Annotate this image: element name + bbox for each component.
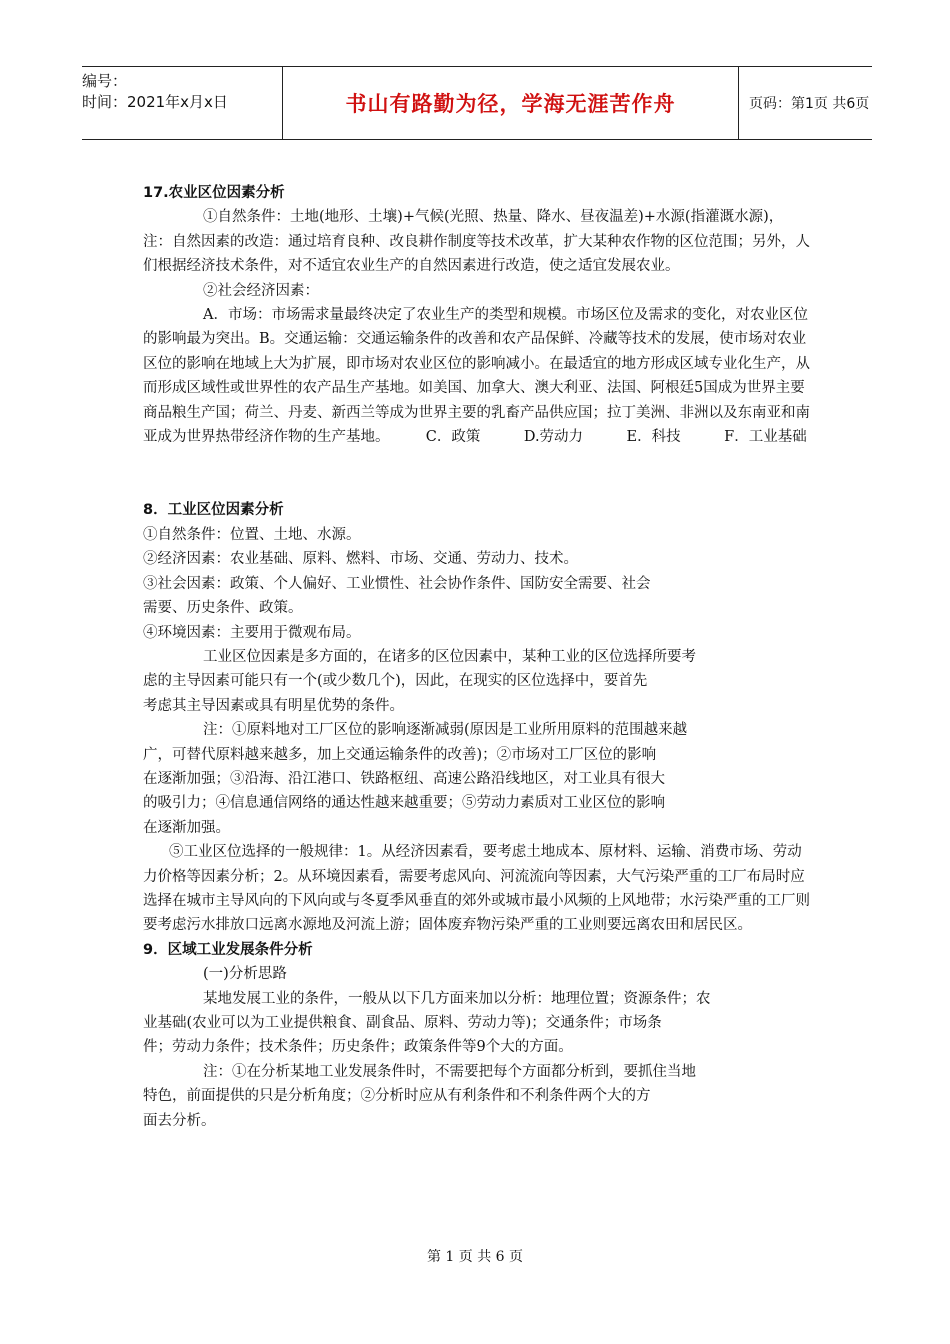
s8-line-economic: ②经济因素：农业基础、原料、燃料、市场、交通、劳动力、技术。: [143, 551, 578, 568]
section-gap: [143, 449, 813, 498]
s17-market-transport: A．市场：市场需求量最终决定了农业生产的类型和规模。市场区位及需求的变化，对农业区位的影响最为突出。B。交通运输：交通运输条件的改善和农产品保鲜、冷藏等技术的发展，使市场对农业区位的影响在地域上大为扩展，即市场对农业区位的影响减小。在最适宜的地方形成区域专业化生产，从而形成区域性或世界性的农产品生产基地。如美国、加拿大、澳大利亚、法国、阿根廷5国成为世界主要商品粮生产国；荷兰、丹麦、新西兰等成为世界主要的乳畜产品供应国；拉丁美洲、非洲以及东南亚和南亚成为世界热带经济作物的生产基地。 C．政策 D.劳动力 E．科技 F．工业基础: [143, 307, 810, 446]
s9-paragraph-line: 件；劳动力条件；技术条件；历史条件；政策条件等9个大的方面。: [143, 1039, 573, 1056]
s9-paragraph-line: 业基础(农业可以为工业提供粮食、副食品、原料、劳动力等)；交通条件；市场条: [143, 1015, 662, 1031]
s8-line-social: ③社会因素：政策、个人偏好、工业惯性、社会协作条件、国防安全需要、社会: [143, 575, 651, 592]
s9-note-line: 特色，前面提供的只是分析角度；②分析时应从有利条件和不利条件两个大的方: [143, 1088, 651, 1105]
header-page-cell: [737, 67, 872, 139]
time-label: 时间：2021年x月x日: [82, 93, 228, 111]
header-motto-cell: [282, 67, 739, 139]
header-left-cell: [82, 67, 282, 139]
s8-note-line: 的吸引力；④信息通信网络的通达性越来越重要；⑤劳动力素质对工业区位的影响: [143, 795, 665, 812]
s8-line-natural: ①自然条件：位置、土地、水源。: [143, 526, 361, 543]
footer-page-number: 第 1 页 共 6 页: [426, 1249, 524, 1265]
s9-subtitle: (一)分析思路: [203, 966, 287, 983]
s8-note-line: 在逐渐加强。: [143, 819, 230, 836]
s9-note-line: 面去分析。: [143, 1112, 216, 1129]
s8-paragraph-line: 虑的主导因素可能只有一个(或少数几个)，因此，在现实的区位选择中，要首先: [143, 673, 648, 690]
section-9-title: 9．区域工业发展条件分析: [143, 941, 313, 958]
page-label: 页码：第1页 共6页: [749, 96, 870, 112]
s8-line-social-cont: 需要、历史条件、政策。: [143, 600, 303, 617]
s9-note-line: 注：①在分析某地工业发展条件时，不需要把每个方面都分析到，要抓住当地: [203, 1063, 696, 1080]
s9-paragraph-line: 某地发展工业的条件，一般从以下几方面来加以分析：地理位置；资源条件；农: [203, 990, 711, 1007]
s8-note-line: 广，可替代原料越来越多，加上交通运输条件的改善)；②市场对工厂区位的影响: [143, 746, 657, 763]
s8-note-line: 在逐渐加强；③沿海、沿江港口、铁路枢纽、高速公路沿线地区，对工业具有很大: [143, 770, 665, 787]
s17-social-factors: ②社会经济因素：: [203, 282, 319, 299]
section-8-title: 8．工业区位因素分析: [143, 502, 284, 519]
s8-general-rules: ⑤工业区位选择的一般规律：1。从经济因素看，要考虑土地成本、原材料、运输、消费市场、劳动力价格等因素分析；2。从环境因素看，需要考虑风向、河流流向等因素，大气污染严重的工厂布局时应选择在城市主导风向的下风向或与冬夏季风垂直的郊外或城市最小风频的上风地带；水污染严重的工厂则要考虑污水排放口远离水源地及河流上游；固体废弃物污染严重的工业则要远离农田和居民区。: [143, 844, 810, 934]
s17-natural-conditions: ①自然条件：土地(地形、土壤)+气候(光照、热量、降水、昼夜温差)+水源(指灌溉水源)， 注：自然因素的改造：通过培育良种、改良耕作制度等技术改革，扩大某种农作物的区位范围；另外，人们根据经济技术条件，对不适宜农业生产的自然因素进行改造，使之适宜发展农业。: [143, 209, 820, 275]
s8-line-environment: ④环境因素：主要用于微观布局。: [143, 624, 361, 641]
s8-paragraph-line: 工业区位因素是多方面的，在诸多的区位因素中，某种工业的区位选择所要考: [203, 648, 696, 665]
number-label: 编号：: [82, 72, 128, 90]
motto: 书山有路勤为径，学海无涯苦作舟: [345, 92, 676, 116]
document-body: [143, 181, 820, 1133]
s8-note-line: 注：①原料地对工厂区位的影响逐渐减弱(原因是工业所用原料的范围越来越: [203, 722, 688, 739]
page-header: [82, 66, 872, 140]
section-17-title: 17.农业区位因素分析: [143, 185, 285, 201]
s8-paragraph-line: 考虑其主导因素或具有明星优势的条件。: [143, 697, 404, 714]
page-footer: [0, 1246, 950, 1266]
